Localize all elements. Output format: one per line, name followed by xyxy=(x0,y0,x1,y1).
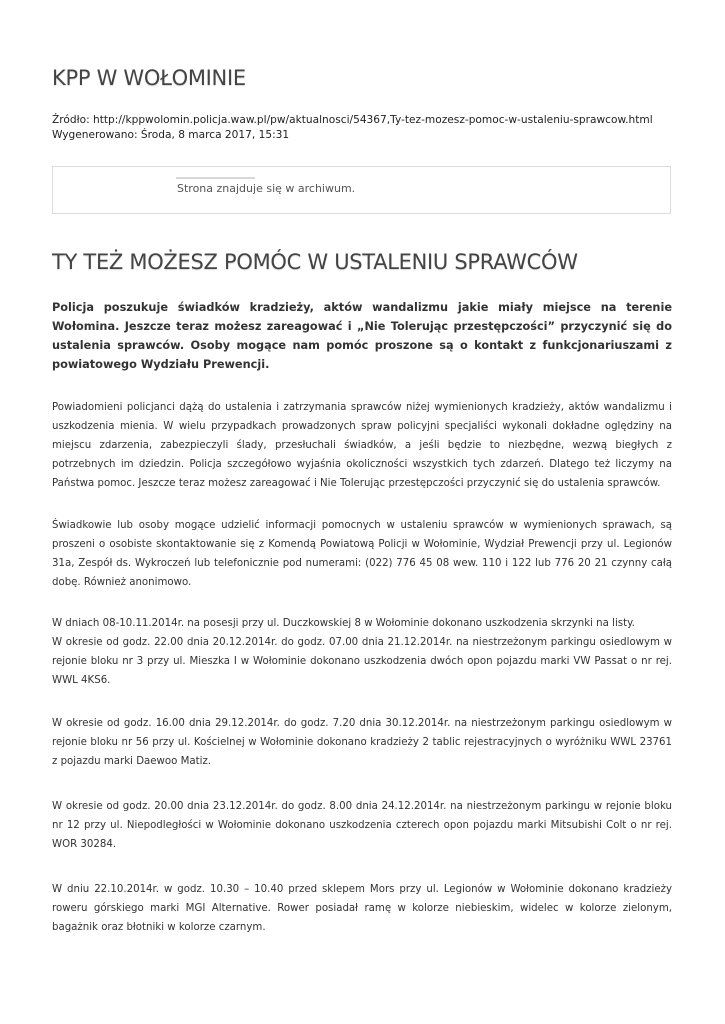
site-title: KPP W WOŁOMINIE xyxy=(52,66,246,90)
incident-paragraph: W okresie od godz. 20.00 dnia 23.12.2014r. do godz. 8.00 dnia 24.12.2014r. na niestrzeżonym parkingu w rejonie bloku nr 12 przy ul. Niepodległości w Wołominie dokonano uszkodzenia czterech opon pojazdu marki Mitsubishi Colt o nr rej. WOR 30284. xyxy=(52,801,672,850)
incident-block xyxy=(52,614,672,690)
archive-notice xyxy=(52,166,671,214)
article-paragraph: Świadkowie lub osoby mogące udzielić informacji pomocnych w ustaleniu sprawców w wymienionych sprawach, są proszeni o osobiste skontaktowanie się z Komendą Powiatową Policji w Wołominie, Wydział Prewencji przy ul. Legionów 31a, Zespół ds. Wykroczeń lub telefonicznie pod numerami: (022) 776 45 08 wew. 110 i 122 lub 776 20 21 czynny całą dobę. Również anonimowo. xyxy=(52,520,672,588)
document-meta xyxy=(52,113,653,143)
article-paragraph: Powiadomieni policjanci dążą do ustalenia i zatrzymania sprawców niżej wymienionych kradzieży, aktów wandalizmu i uszkodzenia mienia. W wielu przypadkach prowadzonych spraw policyjni specjaliści wykonali dokładne oględziny na miejscu zdarzenia, zabezpieczyli ślady, przesłuchali świadków, a jeśli będzie to niezbędne, wezwą biegłych z potrzebnych im dziedzin. Policja szczegółowo wyjaśnia okoliczności wszystkich tych zdarzeń. Dlatego też liczymy na Państwa pomoc. Jeszcze teraz możesz zareagować i Nie Tolerując przestępczości przyczynić się do ustalenia sprawców. xyxy=(52,402,672,489)
incident-paragraph: W dniach 08-10.11.2014r. na posesji przy ul. Duczkowskiej 8 w Wołominie dokonano uszkodzenia skrzynki na listy. xyxy=(52,618,635,629)
source-url: Źródło: http://kppwolomin.policja.waw.pl/pw/aktualnosci/54367,Ty-tez-mozesz-pomoc-w-ustaleniu-sprawcow.html xyxy=(52,114,653,126)
article-lead: Policja poszukuje świadków kradzieży, aktów wandalizmu jakie miały miejsce na terenie Wołomina. Jeszcze teraz możesz zareagować i „Nie Tolerując przestępczości” przyczynić się do ustalenia sprawców. Osoby mogące nam pomóc proszone są o kontakt z funkcjonariuszami z powiatowego Wydziału Prewencji. xyxy=(52,301,672,371)
incident-paragraph: W okresie od godz. 22.00 dnia 20.12.2014r. do godz. 07.00 dnia 21.12.2014r. na niestrzeżonym parkingu osiedlowym w rejonie bloku nr 3 przy ul. Mieszka I w Wołominie dokonano uszkodzenia dwóch opon pojazdu marki VW Passat o nr rej. WWL 4KS6. xyxy=(52,637,672,686)
generated-date: Wygenerowano: Środa, 8 marca 2017, 15:31 xyxy=(52,129,290,141)
notice-divider xyxy=(176,177,255,179)
article-title: TY TEŻ MOŻESZ POMÓC W USTALENIU SPRAWCÓW xyxy=(52,250,578,274)
incident-paragraph: W dniu 22.10.2014r. w godz. 10.30 – 10.40 przed sklepem Mors przy ul. Legionów w Wołominie dokonano kradzieży roweru górskiego marki MGI Alternative. Rower posiadał ramę w kolorze niebieskim, widelec w kolorze zielonym, bagażnik oraz błotniki w kolorze czarnym. xyxy=(52,884,672,933)
archive-notice-text: Strona znajduje się w archiwum. xyxy=(177,182,356,195)
incident-paragraph: W okresie od godz. 16.00 dnia 29.12.2014r. do godz. 7.20 dnia 30.12.2014r. na niestrzeżonym parkingu osiedlowym w rejonie bloku nr 56 przy ul. Kościelnej w Wołominie dokonano kradzieży 2 tablic rejestracyjnych o wyróżniku WWL 23761 z pojazdu marki Daewoo Matiz. xyxy=(52,718,672,767)
